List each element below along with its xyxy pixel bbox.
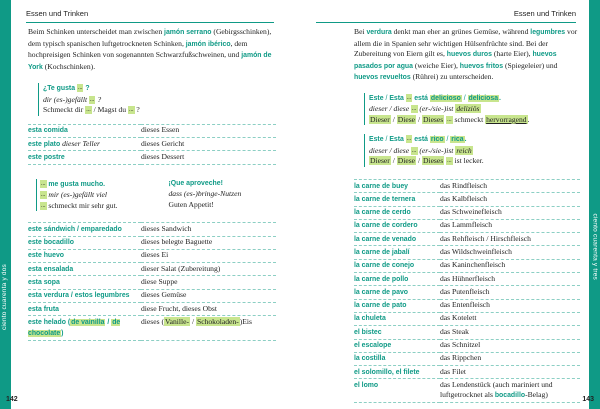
table-row: este bocadillo dieses belegte Baguette <box>28 236 276 249</box>
left-intro-paragraph: Beim Schinken unterscheidet man zwischen jamón serrano (Gebirgsschinken), dem typisch spanischen luftgetrockneten Schinken, jamón ibérico, dem hochpreisigen Schinken von sogenannten Schwarzfußschweinen, und jamón de York (Kochschinken). <box>28 27 272 71</box>
table-row: esta comida dieses Essen <box>28 124 276 137</box>
question-phrase-box: ¿Te gusta ... ? dir (es-)gefällt ... ? Schmeckt dir ... / Magst du ... ? <box>38 83 276 116</box>
meat-vocab-section <box>354 179 580 403</box>
table-row: la carne de conejo das Kaninchenfleisch <box>354 259 580 272</box>
table-row: el bistec das Steak <box>354 326 580 339</box>
table-row: la carne de jabalí das Wildschweinfleisch <box>354 246 580 259</box>
left-sidebar-text: ciento cuarenta y dos <box>1 264 8 330</box>
right-sidebar-text: ciento cuarenta y tres <box>592 213 599 280</box>
table-row: la carne de cordero das Lammfleisch <box>354 219 580 232</box>
table-row: la carne de venado das Rehfleisch / Hirschfleisch <box>354 233 580 246</box>
meat-vocab-table <box>354 179 580 403</box>
right-page <box>300 0 600 409</box>
right-page-number: 143 <box>582 396 594 403</box>
right-page-header: Essen und Trinken <box>316 7 576 23</box>
rico-phrase-box: Este / Esta ... está rico / rica. dieser / diese ... (er-/sie-)ist reich Dieser / Diese / Dieses ... ist lecker. <box>364 134 580 167</box>
table-row: este plato dieser Teller dieses Gericht <box>28 138 276 151</box>
table-row: el solomillo, el filete das Filet <box>354 366 580 379</box>
right-content <box>354 27 580 167</box>
table-row: este sándwich / emparedado dieses Sandwich <box>28 223 276 236</box>
table-row: esta ensalada dieser Salat (Zubereitung) <box>28 263 276 276</box>
left-content <box>28 27 276 341</box>
right-sidebar-strip <box>589 0 600 409</box>
table-row: la carne de buey das Rindfleisch <box>354 180 580 193</box>
table-row: el lomo das Lendenstück (auch mariniert und luftgetrocknet als bocadillo-Belag) <box>354 379 580 403</box>
table-row: esta fruta diese Frucht, dieses Obst <box>28 303 276 316</box>
table-row: la carne de pollo das Hühnerfleisch <box>354 273 580 286</box>
table-row: la chuleta das Kotelett <box>354 312 580 325</box>
table-row: este huevo dieses Ei <box>28 249 276 262</box>
table-row: esta verdura / estos legumbres dieses Gemüse <box>28 289 276 302</box>
right-intro-paragraph: Bei verdura denkt man eher an grünes Gemüse, während legumbres vor allem die in Spanien sehr wichtigen Hülsenfrüchte sind. Bei der Zubereitung von Eiern gilt es, huevos duros (harte Eier), huevos pasados por agua (weiche Eier), huevos fritos (Spiegeleier) und huevos revueltos (Rührei) zu unterscheiden. <box>354 27 578 82</box>
left-page-header: Essen und Trinken <box>26 7 274 23</box>
table-row: este helado (de vainilla / de chocolate) dieses (Vanille- / Schokoladen-)Eis <box>28 316 276 341</box>
phrase-pair <box>36 179 276 212</box>
food-items-vocab-table <box>28 222 276 341</box>
que-aproveche-phrase-box: ¡Que aproveche! dass (es-)bringe-Nutzen Guten Appetit! <box>168 179 242 209</box>
left-sidebar-strip <box>0 0 11 409</box>
me-gusta-phrase-box: ... me gusta mucho. ... mir (es-)gefällt viel ... schmeckt mir sehr gut. <box>36 179 145 212</box>
left-page-number: 142 <box>6 396 18 403</box>
table-row: este postre dieses Dessert <box>28 151 276 164</box>
table-row: esta sopa diese Suppe <box>28 276 276 289</box>
table-row: el escalope das Schnitzel <box>354 339 580 352</box>
table-row: la carne de cerdo das Schweinefleisch <box>354 206 580 219</box>
delicioso-phrase-box: Este / Esta ... está delicioso / deliciosa. dieser / diese ... (er-/sie-)ist deliziös Dieser / Diese / Dieses ... schmeckt hervorragend. <box>364 93 580 126</box>
table-row: la carne de ternera das Kalbfleisch <box>354 193 580 206</box>
table-row: la carne de pato das Entenfleisch <box>354 299 580 312</box>
table-row: la carne de pavo das Putenfleisch <box>354 286 580 299</box>
dishes-vocab-table <box>28 124 276 165</box>
table-row: la costilla das Rippchen <box>354 352 580 365</box>
